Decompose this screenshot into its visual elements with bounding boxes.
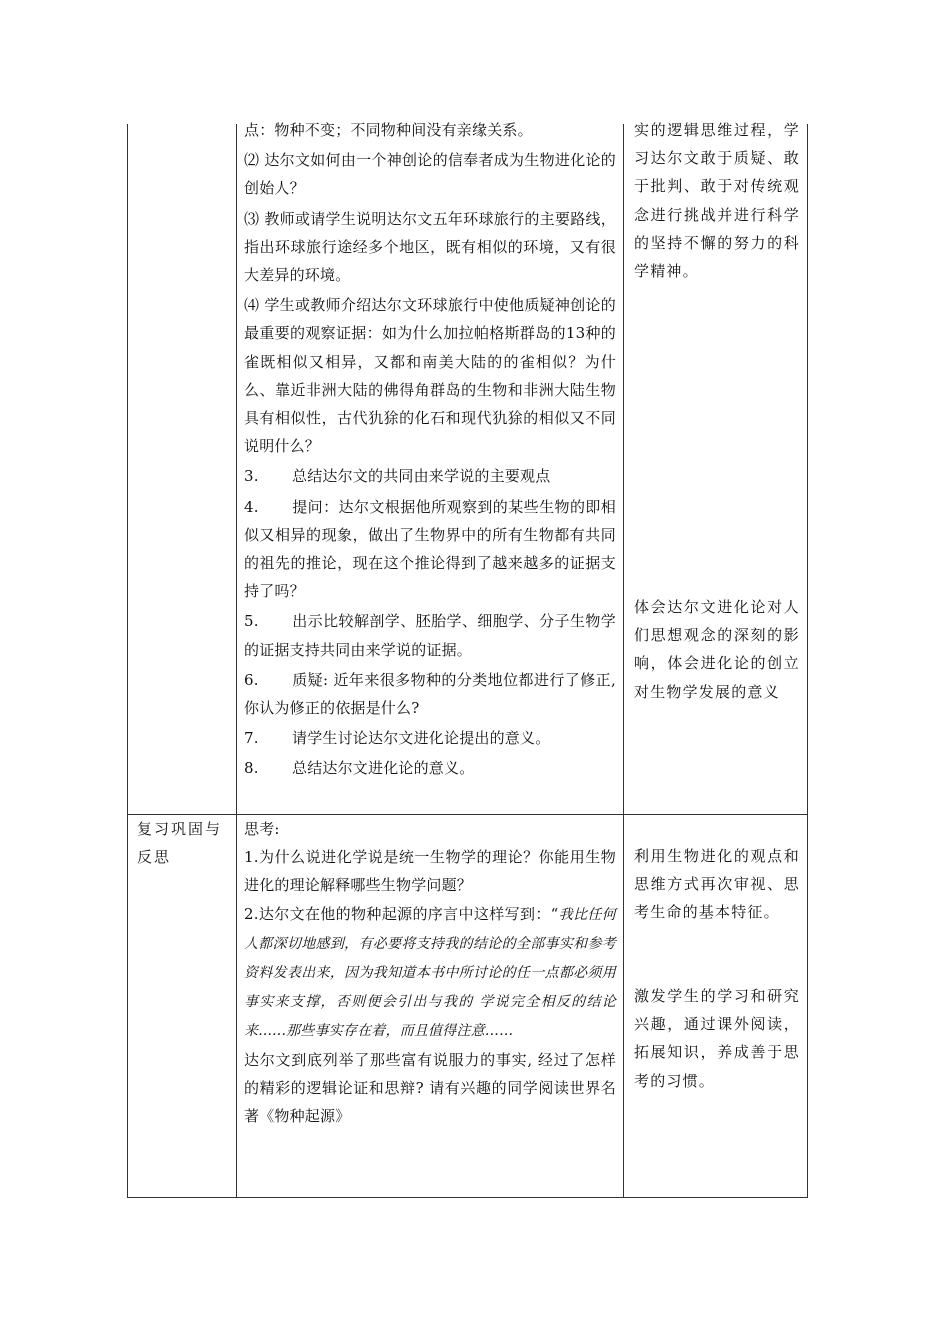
list-text: 请学生讨论达尔文进化论提出的意义。 — [292, 729, 551, 748]
list-text: 总结达尔文的共同由来学说的主要观点 — [292, 467, 551, 486]
list-number: 6. — [244, 670, 259, 689]
question-2-followup: 达尔文到底列举了那些富有说服力的事实, 经过了怎样的精彩的逻辑论证和思辩? 请有兴趣的同学阅读世界名著《物种起源》 — [244, 1050, 616, 1126]
list-number: 5. — [244, 612, 259, 631]
question-2-intro: 2.达尔文在他的物种起源的序言中这样写到：“ — [244, 904, 559, 923]
goal-text: 利用生物进化的观点和思维方式再次审视、思考生命的基本特征。 — [634, 847, 800, 922]
paragraph: ⑵ 达尔文如何由一个神创论的信奉者成为生物进化论的创始人？ — [244, 151, 616, 198]
list-item — [244, 666, 616, 722]
list-item — [244, 607, 616, 663]
question-1: 1.为什么说进化学说是统一生物学的理论？你能用生物进化的理论解释哪些生物学问题？ — [244, 848, 616, 895]
list-text: 提问：达尔文根据他所观察到的某些生物的即相似又相异的现象，做出了生物界中的所有生物都有共同的祖先的推论，现在这个推论得到了越来越多的证据支持了吗？ — [244, 497, 616, 601]
paragraph: ⑶ 教师或请学生说明达尔文五年环球旅行的主要路线，指出环球旅行途经多个地区，既有相似的环境，又有很大差异的环境。 — [244, 209, 616, 285]
row1-label-cell — [128, 124, 236, 814]
row2-label: 复习巩固与反思 — [137, 820, 223, 867]
goal-text: 实的逻辑思维过程，学习达尔文敢于质疑、敢于批判、敢于对传统观念进行挑战并进行科学的坚持不懈的努力的科学精神。 — [634, 121, 800, 281]
list-number: 4. — [244, 497, 259, 516]
list-number: 8. — [244, 759, 259, 778]
section-heading: 思考: — [244, 820, 280, 838]
row2-content-cell — [244, 815, 616, 1130]
row1-goal-cell-bottom — [634, 593, 800, 706]
paragraph: 点：物种不变；不同物种间没有亲缘关系。 — [244, 121, 533, 139]
list-text: 质疑: 近年来很多物种的分类地位都进行了修正,你认为修正的依据是什么? — [244, 670, 616, 718]
table-border-bottom — [127, 1197, 808, 1198]
list-item — [244, 724, 616, 752]
list-number: 3. — [244, 467, 259, 486]
row2-goal-cell-top — [634, 842, 800, 927]
list-text: 总结达尔文进化论的意义。 — [292, 759, 475, 778]
list-text: 出示比较解剖学、胚胎学、细胞学、分子生物学的证据支持共同由来学说的证据。 — [244, 612, 616, 659]
question-2-quote: 我比任何人都深切地感到，有必要将支持我的结论的全部事实和参考资料发表出来，因为我知道本书中所讨论的任一点都必须用事实来支撑，否则便会引出与我的 学说完全相反的结论来......那些事实存在着，而且值得注意…… — [244, 906, 616, 1040]
lesson-plan-table — [127, 121, 808, 1198]
paragraph: ⑷ 学生或教师介绍达尔文环球旅行中使他质疑神创论的最重要的观察证据：如为什么加拉帕格斯群岛的13种的雀既相似又相异，又都和南美大陆的的雀相似？为什么、靠近非洲大陆的佛得角群岛的生物和非洲大陆生物具有相似性，古代犰狳的化石和现代犰狳的相似又不同说明什么？ — [244, 296, 616, 456]
row1-goal-cell-top — [634, 116, 800, 285]
table-divider-2 — [623, 124, 624, 1198]
list-item — [244, 754, 616, 782]
list-number: 7. — [244, 729, 259, 748]
row2-goal-cell-bottom — [634, 982, 800, 1095]
question-2 — [244, 900, 616, 1046]
table-border-right — [807, 124, 808, 1198]
goal-text: 激发学生的学习和研究兴趣，通过课外阅读，拓展知识，养成善于思考的习惯。 — [634, 987, 800, 1090]
row1-content-cell — [244, 116, 616, 783]
row2-label-cell — [137, 815, 231, 871]
list-item — [244, 493, 616, 606]
list-item — [244, 462, 616, 490]
table-divider-1 — [236, 124, 237, 1198]
goal-text: 体会达尔文进化论对人们思想观念的深刻的影响，体会进化论的创立对生物学发展的意义 — [634, 598, 800, 701]
